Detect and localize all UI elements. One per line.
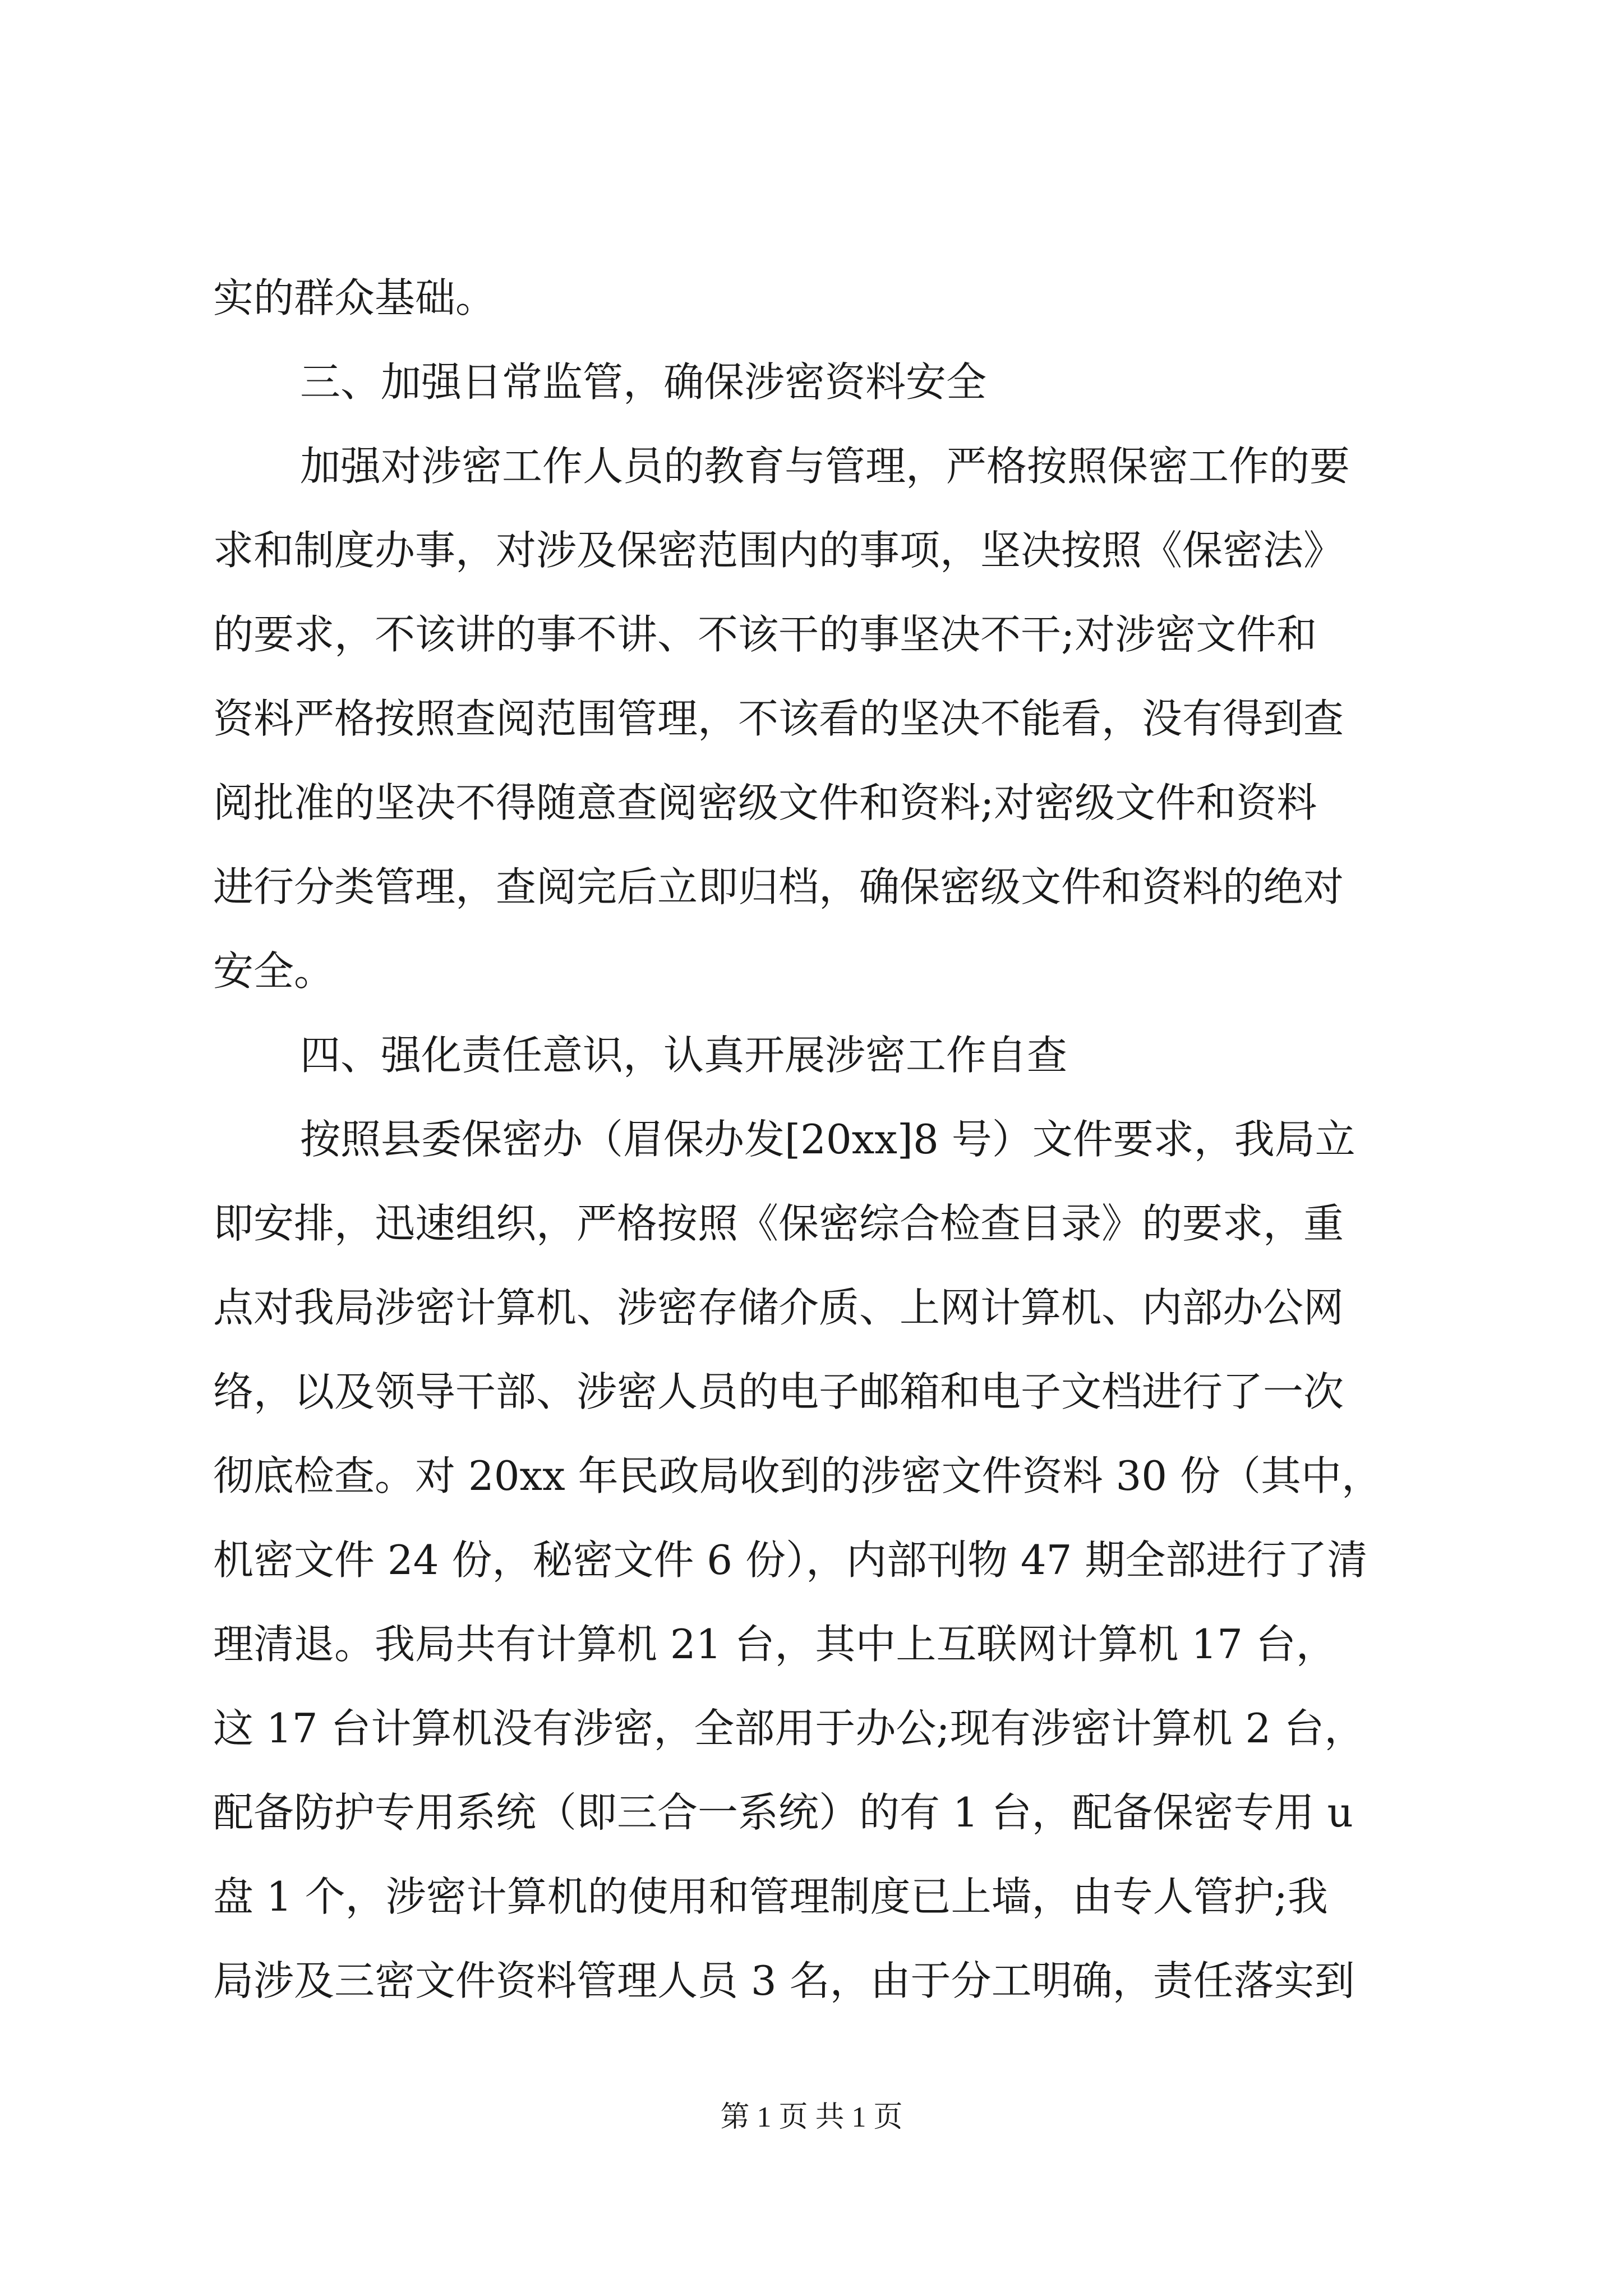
section-heading: 四、强化责任意识，认真开展涉密工作自查 <box>300 1032 1068 1079</box>
text-line: 求和制度办事，对涉及保密范围内的事项，坚决按照《保密法》 <box>213 527 1344 574</box>
text-line: 进行分类管理，查阅完后立即归档，确保密级文件和资料的绝对 <box>213 863 1344 910</box>
text-line: 这 17 台计算机没有涉密，全部用于办公;现有涉密计算机 2 台， <box>213 1705 1365 1752</box>
text-line: 按照县委保密办（眉保办发[20xx]8 号）文件要求，我局立 <box>300 1116 1355 1163</box>
text-line: 即安排，迅速组织，严格按照《保密综合检查目录》的要求，重 <box>213 1200 1344 1247</box>
text-line: 安全。 <box>213 947 335 995</box>
section-heading: 三、加强日常监管，确保涉密资料安全 <box>300 358 987 406</box>
page-footer: 第 1 页 共 1 页 <box>720 2101 903 2133</box>
text-line: 配备防护专用系统（即三合一系统）的有 1 台，配备保密专用 u <box>213 1789 1353 1836</box>
text-line: 资料严格按照查阅范围管理，不该看的坚决不能看，没有得到查 <box>213 695 1344 742</box>
text-line: 彻底检查。对 20xx 年民政局收到的涉密文件资料 30 份（其中， <box>213 1452 1382 1499</box>
text-line: 理清退。我局共有计算机 21 台，其中上互联网计算机 17 台， <box>213 1621 1336 1668</box>
text-line: 实的群众基础。 <box>213 274 496 321</box>
text-line: 盘 1 个，涉密计算机的使用和管理制度已上墙，由专人管护;我 <box>213 1873 1328 1920</box>
text-line: 阅批准的坚决不得随意查阅密级文件和资料;对密级文件和资料 <box>213 779 1317 826</box>
text-line: 局涉及三密文件资料管理人员 3 名，由于分工明确，责任落实到 <box>213 1957 1355 2004</box>
text-line: 机密文件 24 份，秘密文件 6 份），内部刊物 47 期全部进行了清 <box>213 1536 1368 1584</box>
text-line: 点对我局涉密计算机、涉密存储介质、上网计算机、内部办公网 <box>213 1284 1344 1331</box>
text-line: 加强对涉密工作人员的教育与管理，严格按照保密工作的要 <box>300 443 1350 490</box>
text-line: 络，以及领导干部、涉密人员的电子邮箱和电子文档进行了一次 <box>213 1368 1344 1415</box>
text-line: 的要求，不该讲的事不讲、不该干的事坚决不干;对涉密文件和 <box>213 611 1317 658</box>
